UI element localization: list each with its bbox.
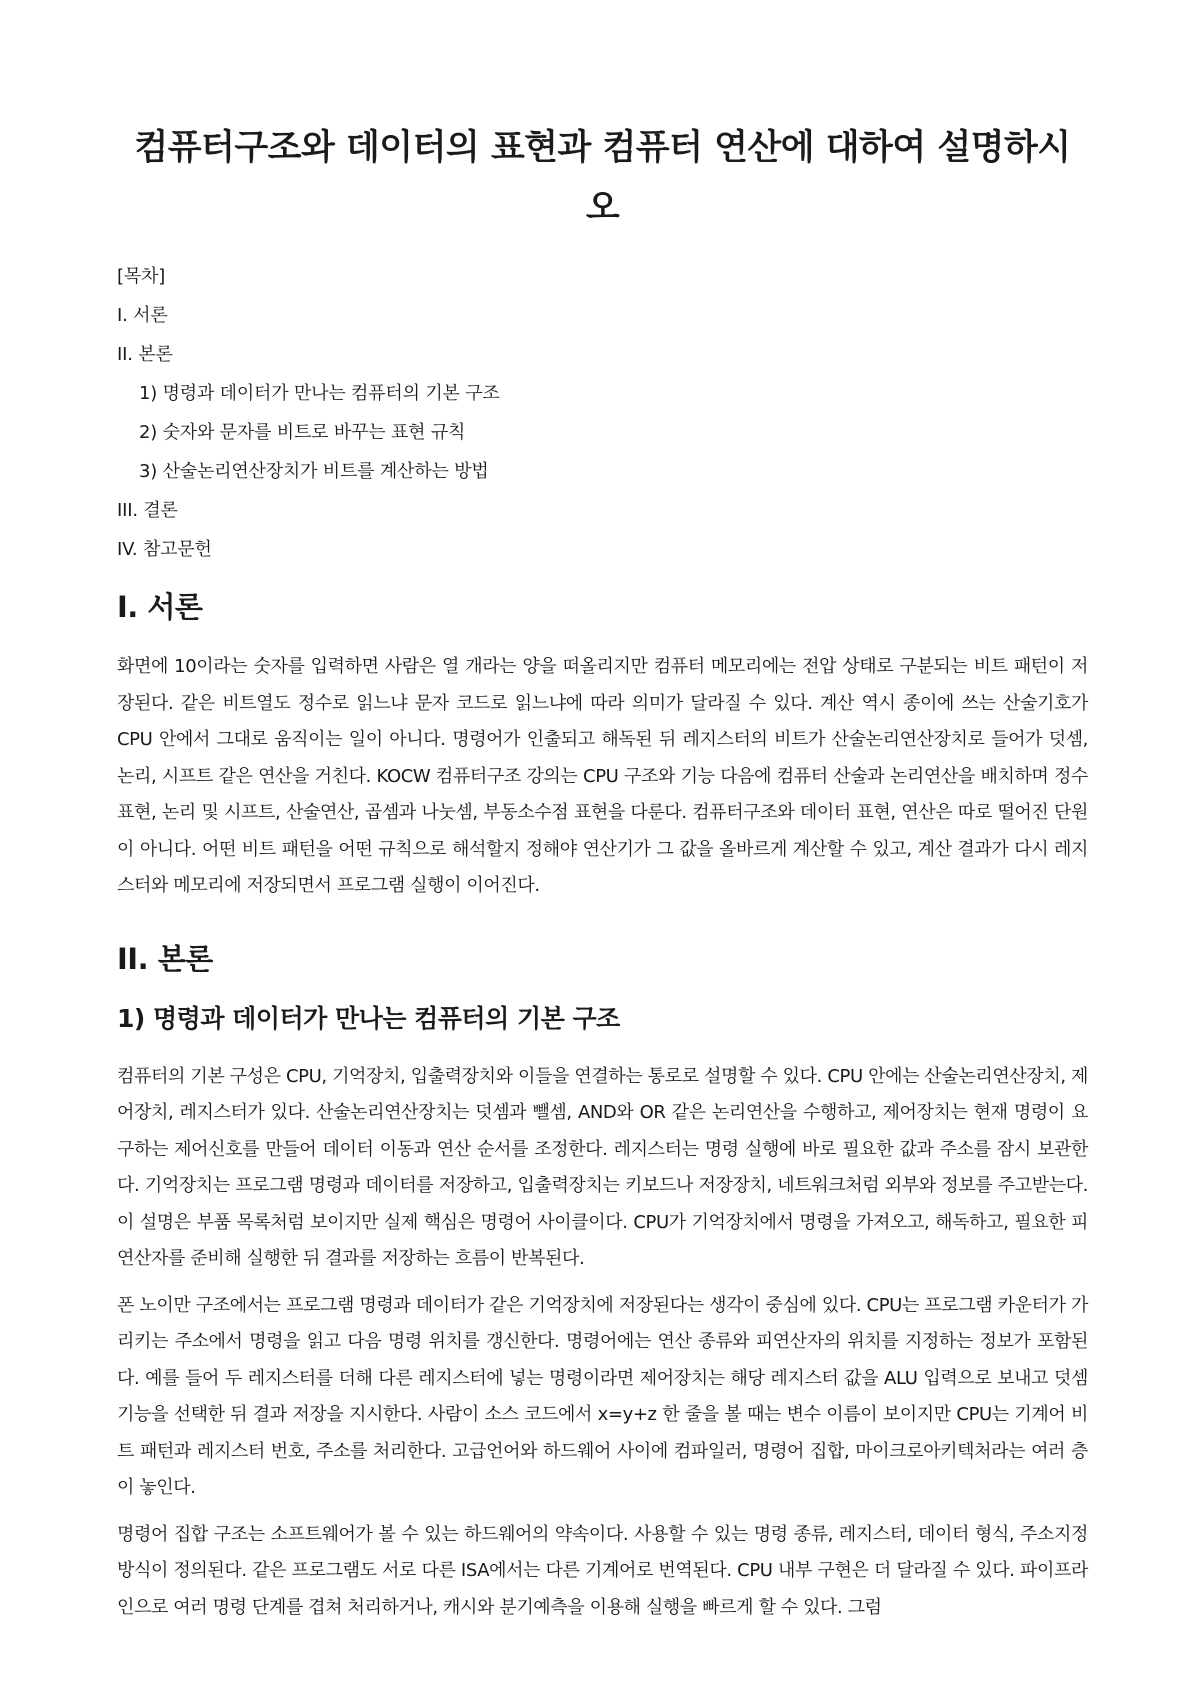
- table-of-contents: [117, 266, 1088, 561]
- toc-item-body-1: 1) 명령과 데이터가 만나는 컴퓨터의 기본 구조: [139, 383, 500, 404]
- body-heading: II. 본론: [117, 941, 213, 976]
- section-1-paragraph-2: 폰 노이만 구조에서는 프로그램 명령과 데이터가 같은 기억장치에 저장된다는 생각이 중심에 있다. CPU는 프로그램 카운터가 가리키는 주소에서 명령을 읽고 다음 명령 위치를 갱신한다. 명령어에는 연산 종류와 피연산자의 위치를 지정하는 정보가 포함된다. 예를 들어 두 레지스터를 더해 다른 레지스터에 넣는 명령이라면 제어장치는 해당 레지스터 값을 ALU 입력으로 보내고 덧셈 기능을 선택한 뒤 결과 저장을 지시한다. 사람이 소스 코드에서 x=y+z 한 줄을 볼 때는 변수 이름이 보이지만 CPU는 기계어 비트 패턴과 레지스터 번호, 주소를 처리한다. 고급언어와 하드웨어 사이에 컴파일러, 명령어 집합, 마이크로아키텍처라는 여러 층이 놓인다.: [117, 1294, 1088, 1498]
- intro-paragraph: 화면에 10이라는 숫자를 입력하면 사람은 열 개라는 양을 떠올리지만 컴퓨터 메모리에는 전압 상태로 구분되는 비트 패턴이 저장된다. 같은 비트열도 정수로 읽느냐 문자 코드로 읽느냐에 따라 의미가 달라질 수 있다. 계산 역시 종이에 쓰는 산술기호가 CPU 안에서 그대로 움직이는 일이 아니다. 명령어가 인출되고 해독된 뒤 레지스터의 비트가 산술논리연산장치로 들어가 덧셈, 논리, 시프트 같은 연산을 거친다. KOCW 컴퓨터구조 강의는 CPU 구조와 기능 다음에 컴퓨터 산술과 논리연산을 배치하며 정수 표현, 논리 및 시프트, 산술연산, 곱셈과 나눗셈, 부동소수점 표현을 다룬다. 컴퓨터구조와 데이터 표현, 연산은 따로 떨어진 단원이 아니다. 어떤 비트 패턴을 어떤 규칙으로 해석할지 정해야 연산기가 그 값을 올바르게 계산할 수 있고, 계산 결과가 다시 레지스터와 메모리에 저장되면서 프로그램 실행이 이어진다.: [117, 656, 1088, 896]
- document-title: 컴퓨터구조와 데이터의 표현과 컴퓨터 연산에 대하여 설명하시오: [134, 128, 1071, 228]
- toc-heading: [목차]: [117, 266, 166, 287]
- toc-item-body: II. 본론: [117, 344, 173, 365]
- section-1-paragraph-1: 컴퓨터의 기본 구성은 CPU, 기억장치, 입출력장치와 이들을 연결하는 통로로 설명할 수 있다. CPU 안에는 산술논리연산장치, 제어장치, 레지스터가 있다. 산술논리연산장치는 덧셈과 뺄셈, AND와 OR 같은 논리연산을 수행하고, 제어장치는 현재 명령이 요구하는 제어신호를 만들어 데이터 이동과 연산 순서를 조정한다. 레지스터는 명령 실행에 바로 필요한 값과 주소를 잠시 보관한다. 기억장치는 프로그램 명령과 데이터를 저장하고, 입출력장치는 키보드나 저장장치, 네트워크처럼 외부와 정보를 주고받는다. 이 설명은 부품 목록처럼 보이지만 실제 핵심은 명령어 사이클이다. CPU가 기억장치에서 명령을 가져오고, 해독하고, 필요한 피연산자를 준비해 실행한 뒤 결과를 저장하는 흐름이 반복된다.: [117, 1065, 1088, 1269]
- intro-heading: I. 서론: [117, 590, 203, 624]
- section-1-heading: 1) 명령과 데이터가 만나는 컴퓨터의 기본 구조: [117, 1003, 620, 1033]
- toc-item-references: IV. 참고문헌: [117, 539, 212, 560]
- section-1-paragraph-3: 명령어 집합 구조는 소프트웨어가 볼 수 있는 하드웨어의 약속이다. 사용할 수 있는 명령 종류, 레지스터, 데이터 형식, 주소지정 방식이 정의된다. 같은 프로그램도 서로 다른 ISA에서는 다른 기계어로 번역된다. CPU 내부 구현은 더 달라질 수 있다. 파이프라인으로 여러 명령 단계를 겹쳐 처리하거나, 캐시와 분기예측을 이용해 실행을 빠르게 할 수 있다. 그럼: [117, 1523, 1088, 1618]
- toc-item-intro: I. 서론: [117, 305, 168, 326]
- toc-item-body-2: 2) 숫자와 문자를 비트로 바꾸는 표현 규칙: [139, 422, 466, 443]
- toc-item-body-3: 3) 산술논리연산장치가 비트를 계산하는 방법: [139, 461, 489, 482]
- toc-item-conclusion: III. 결론: [117, 500, 178, 521]
